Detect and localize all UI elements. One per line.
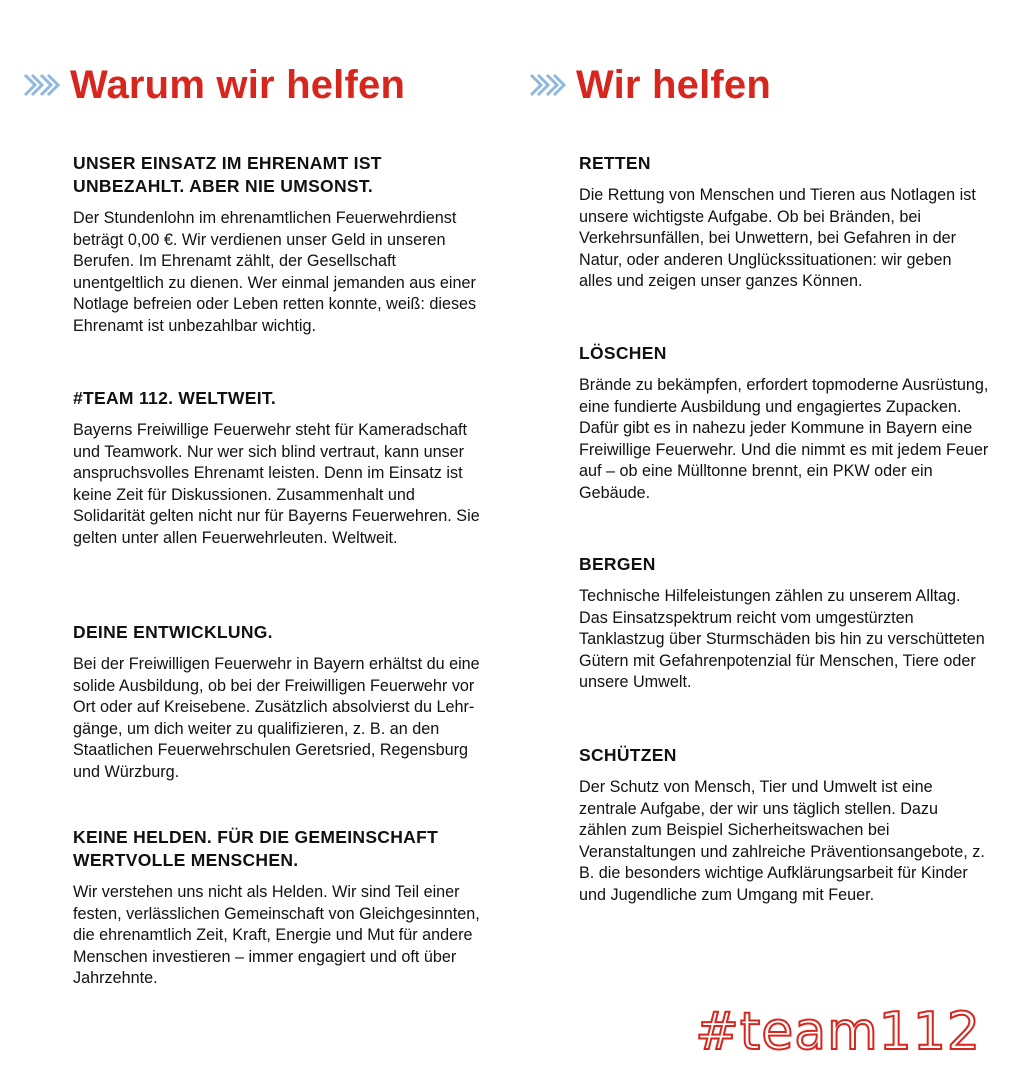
right-heading-text: Wir helfen bbox=[576, 62, 771, 107]
section-body: Die Rettung von Menschen und Tieren aus Notlagen ist unsere wichtigste Aufgabe. Ob bei Bränden, bei Verkehrsunfällen, bei Unwettern, bei Gefahren in der Natur, oder anderen Unglückssituationen: wir geben alles und zeigen unser ganzes Können. bbox=[579, 186, 976, 291]
section-title: SCHÜTZEN bbox=[579, 745, 677, 765]
section-body: Der Stundenlohn im ehrenamtlichen Feuerwehrdienst beträgt 0,00 €. Wir verdienen unser Geld in unseren Berufen. Im Ehrenamt zählt, der Gesellschaft unentgeltlich zu dienen. Wer einmal jemanden aus einer Notlage befreien oder Leben retten konnte, weiß: dieses Ehrenamt ist unbezahlbar wichtig. bbox=[73, 209, 477, 335]
section-title: KEINE HELDEN. FÜR DIE GEMEINSCHAFT WERTVOLLE MENSCHEN. bbox=[73, 827, 439, 870]
section-body: Brände zu bekämpfen, erfordert topmoderne Ausrüstung, eine fundierte Ausbildung und engagiertes Zupacken. Dafür gibt es in nahezu jeder Kommune in Bayern eine Freiwillige Feuerwehr. Und die nimmt es mit jedem Feuer auf – ob eine Mülltonne brennt, ein PKW oder ein Gebäude. bbox=[579, 376, 989, 502]
double-chevron-icon bbox=[528, 71, 568, 99]
section-body: Bayerns Freiwillige Feuerwehr steht für Kameradschaft und Teamwork. Nur wer sich blind vertraut, kann unser anspruchsvolles Ehrenamt leisten. Denn im Einsatz ist keine Zeit für Diskussionen. Zusammenhalt und Solidarität gelten nicht nur für Bayerns Feuerwehren. Sie gelten unter allen Feuerwehrleuten. Weltweit. bbox=[73, 421, 480, 547]
section-title: UNSER EINSATZ IM EHRENAMT IST UNBEZAHLT. ABER NIE UMSONST. bbox=[73, 153, 382, 196]
section-bergen bbox=[579, 553, 989, 694]
section-title: RETTEN bbox=[579, 153, 651, 173]
section-loeschen bbox=[579, 342, 989, 505]
section-entwicklung bbox=[73, 621, 483, 784]
left-heading bbox=[22, 60, 405, 110]
section-title: BERGEN bbox=[579, 554, 656, 574]
section-ehrenamt bbox=[73, 152, 483, 338]
section-keine-helden bbox=[73, 826, 483, 990]
section-retten bbox=[579, 152, 989, 293]
section-schuetzen bbox=[579, 744, 989, 907]
section-body: Bei der Freiwilligen Feuerwehr in Bayern erhältst du eine solide Ausbildung, ob bei der Freiwilligen Feuerwehr vor Ort oder auf Kreisebene. Zusätzlich absolvierst du Lehrgänge, um dich weiter zu qualifizieren, z. B. an den Staatlichen Feuerwehrschulen Geretsried, Regensburg und Würzburg. bbox=[73, 655, 480, 781]
section-body: Der Schutz von Mensch, Tier und Umwelt ist eine zentrale Aufgabe, der wir uns täglich stellen. Dazu zählen zum Beispiel Sicherheitswachen bei Veranstaltungen und zahlreiche Präventionsangebote, z. B. die besonders wichtige Aufklärungsarbeit für Kinder und Jugendliche zum Umgang mit Feuer. bbox=[579, 778, 985, 904]
section-title: #TEAM 112. WELTWEIT. bbox=[73, 388, 277, 408]
double-chevron-icon bbox=[22, 71, 62, 99]
section-body: Wir verstehen uns nicht als Helden. Wir sind Teil einer festen, verlässlichen Gemeinschaft von Gleichgesinnten, die ehrenamtlich Zeit, Kraft, Energie und Mut für andere Menschen investieren – immer engagiert und oft über Jahrzehnte. bbox=[73, 883, 480, 988]
section-body: Technische Hilfeleistungen zählen zu unserem Alltag. Das Einsatzspektrum reicht vom umgestürzten Tanklastzug über Sturmschäden bis hin zu verschütteten Gütern mit Gefahrenpotenzial für Menschen, Tiere oder unsere Umwelt. bbox=[579, 587, 985, 692]
hashtag-team112: #team112 bbox=[695, 1002, 981, 1062]
left-heading-text: Warum wir helfen bbox=[70, 62, 406, 107]
section-title: LÖSCHEN bbox=[579, 343, 667, 363]
right-heading bbox=[528, 60, 771, 110]
section-title: DEINE ENTWICKLUNG. bbox=[73, 622, 273, 642]
section-team112 bbox=[73, 387, 483, 550]
